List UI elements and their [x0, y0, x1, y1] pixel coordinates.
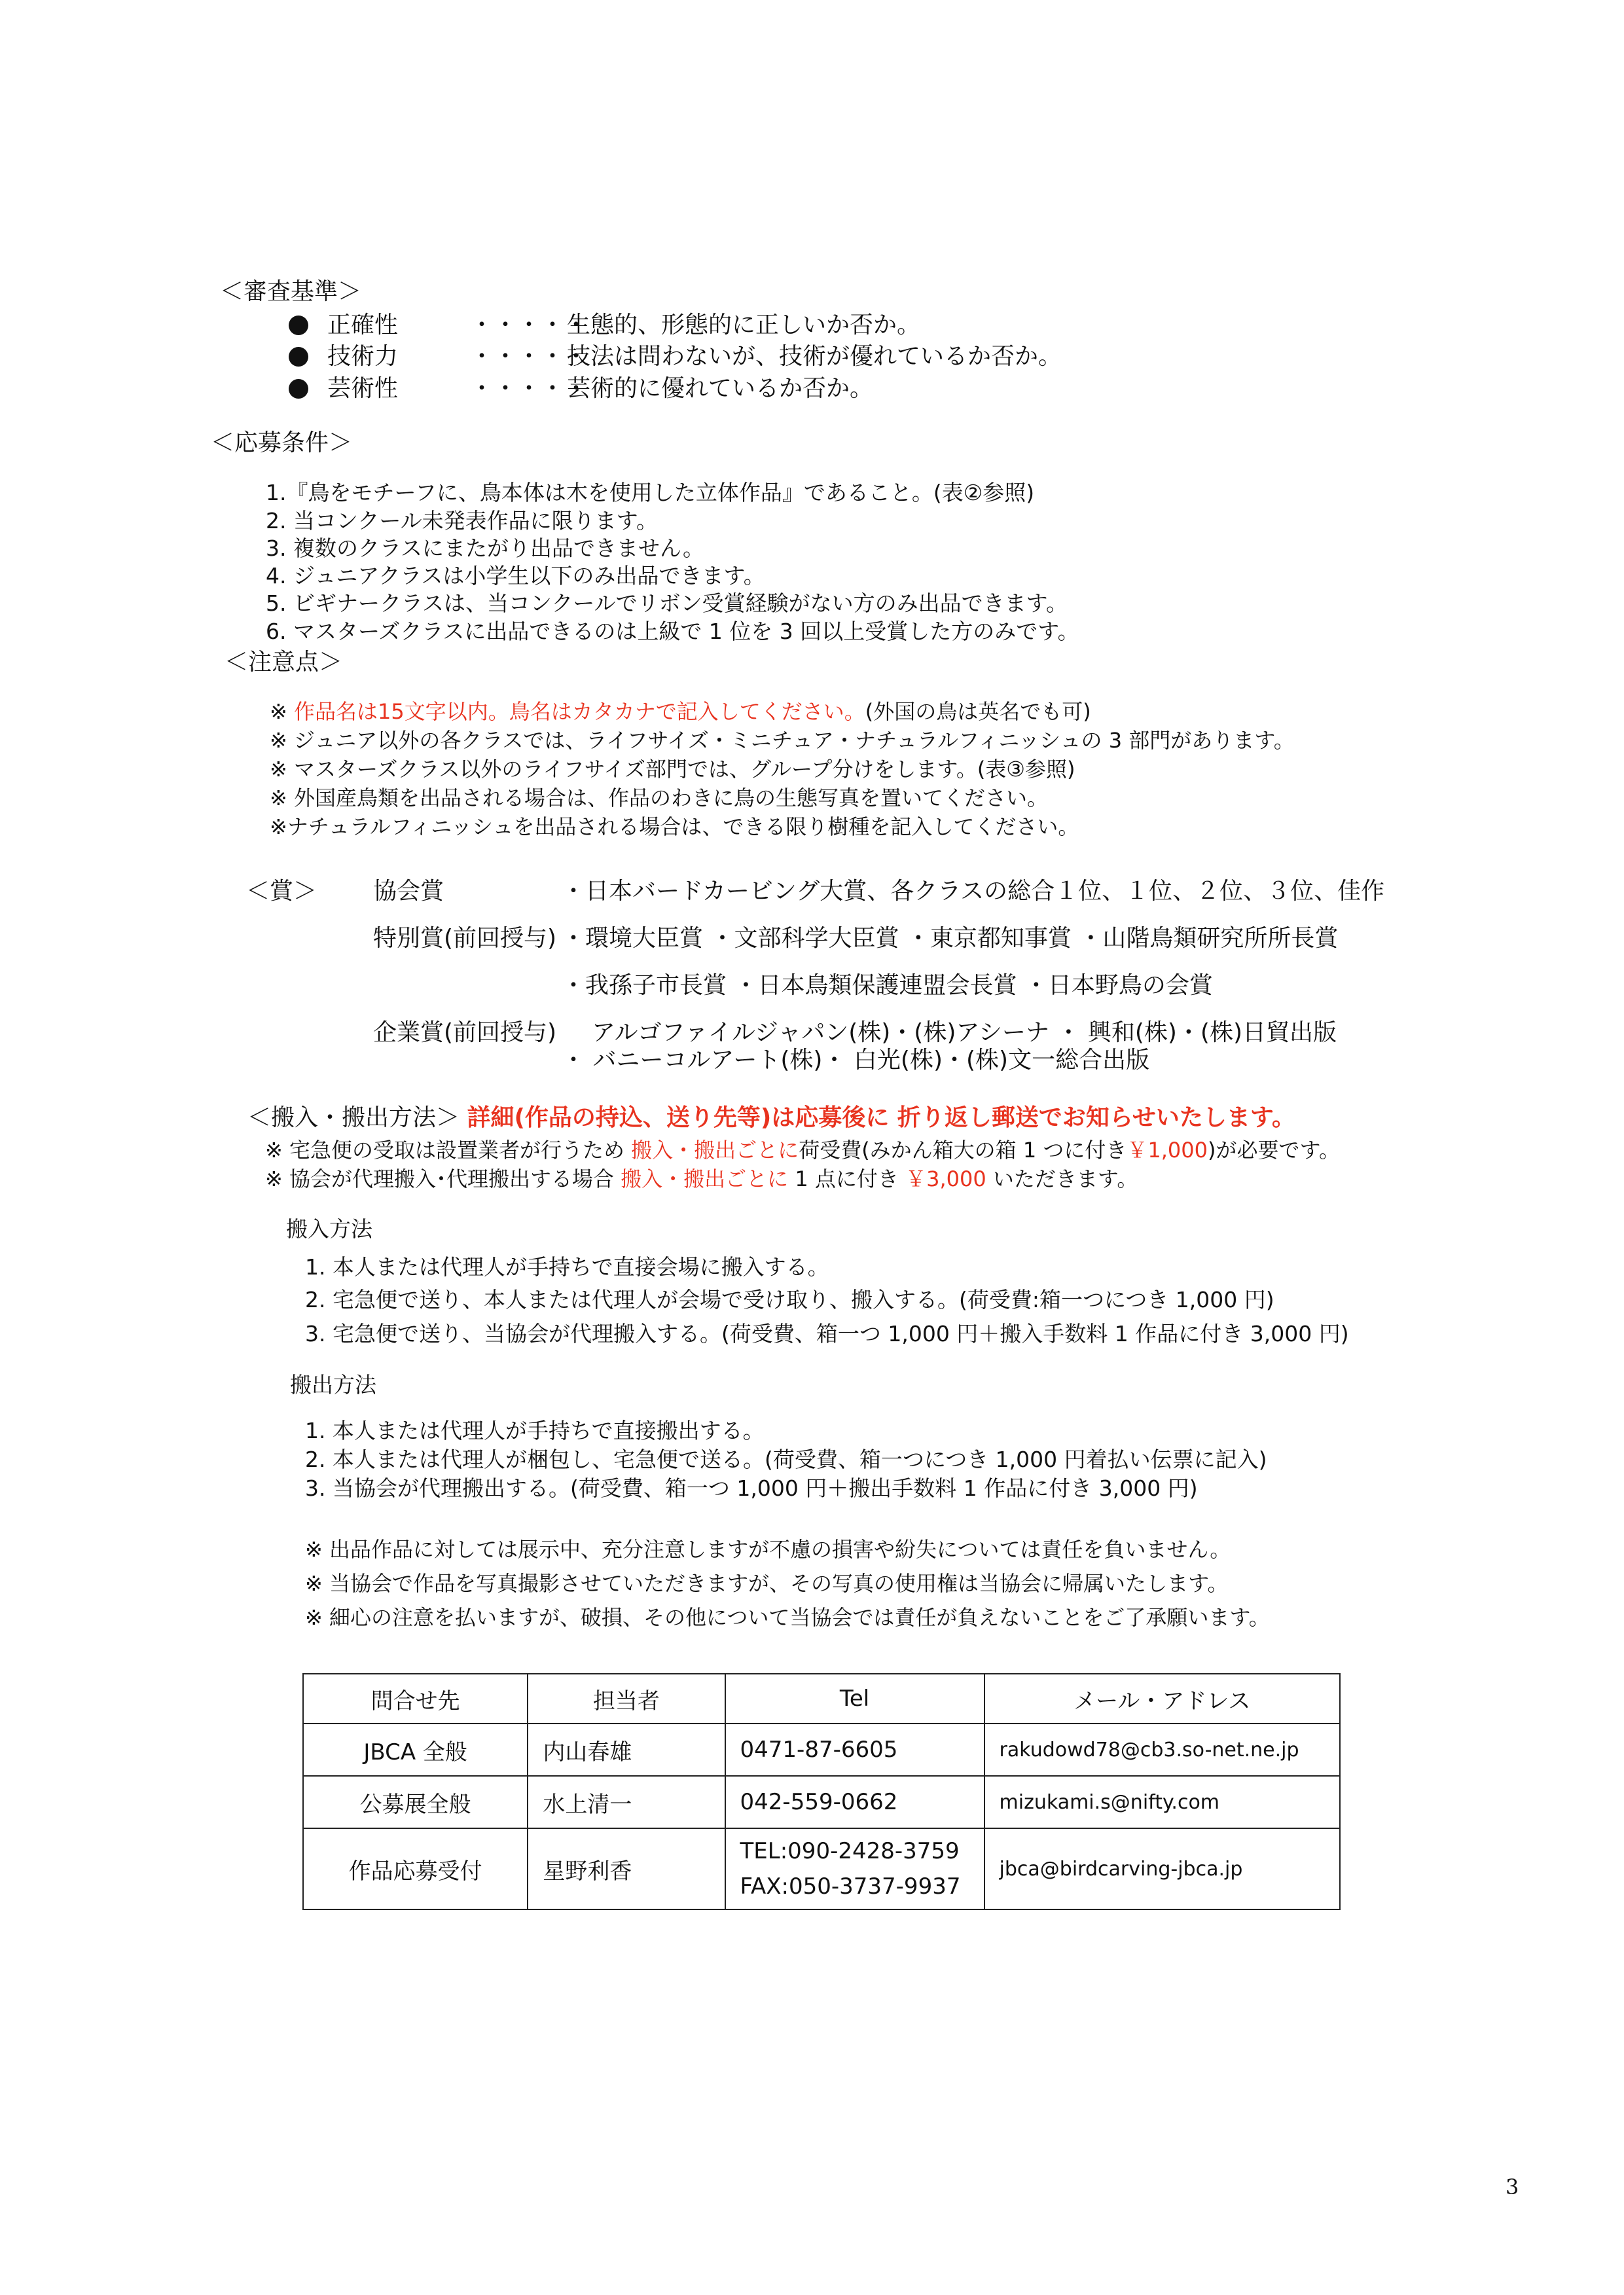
criteria-dots: ・・・・・ — [470, 375, 588, 402]
header-cell: メール・アドレス — [984, 1674, 1340, 1724]
note-red-text: ￥1,000 — [1127, 1138, 1208, 1163]
contact-person: 水上清一 — [528, 1776, 725, 1828]
header-cell: 問合せ先 — [303, 1674, 528, 1724]
criteria-dots: ・・・・・ — [470, 343, 588, 370]
criteria-name: 技術力 — [327, 343, 399, 370]
criteria-desc: 芸術的に優れているか否か。 — [567, 375, 874, 402]
note-text: )が必要です。 — [1208, 1138, 1340, 1163]
transport-note-2 — [265, 1166, 1138, 1191]
condition-item: 4. ジュニアクラスは小学生以下のみ出品できます。 — [266, 563, 765, 588]
contact-fax: FAX:050-3737-9937 — [740, 1873, 961, 1900]
criteria-desc: 生態的、形態的に正しいか否か。 — [567, 312, 921, 338]
contact-email[interactable]: mizukami.s@nifty.com — [984, 1776, 1340, 1828]
contact-person: 星野利香 — [528, 1828, 725, 1909]
note-mark: ※ — [270, 699, 287, 724]
table-row — [303, 1776, 1340, 1828]
corporate-award-text: ・ バニーコルアート(株)・ 白光(株)・(株)文一総合出版 — [562, 1047, 1150, 1074]
bullet-icon — [289, 379, 308, 399]
delivery-out-item: 3. 当協会が代理搬出する。(荷受費、箱一つ 1,000 円＋搬出手数料 1 作品に付き 3,000 円) — [305, 1475, 1198, 1501]
note-item: ※ 外国産鳥類を出品される場合は、作品のわきに鳥の生態写真を置いてください。 — [270, 786, 1048, 810]
note-text: いただきます。 — [992, 1166, 1138, 1191]
contact-person: 内山春雄 — [528, 1724, 725, 1776]
note-text: 荷受費(みかん箱大の箱 1 つに付き — [799, 1138, 1127, 1163]
criteria-name: 正確性 — [327, 312, 399, 338]
contact-tel-fax — [725, 1828, 984, 1909]
contact-email[interactable]: jbca@birdcarving-jbca.jp — [984, 1828, 1340, 1909]
criteria-heading: ＜審査基準＞ — [220, 278, 362, 305]
contact-tel: 0471-87-6605 — [725, 1724, 984, 1776]
delivery-in-item: 1. 本人または代理人が手持ちで直接会場に搬入する。 — [305, 1254, 829, 1280]
criteria-desc: 技法は問わないが、技術が優れているか否か。 — [567, 343, 1062, 370]
note-red-text: ￥3,000 — [905, 1166, 986, 1191]
bullet-icon — [289, 347, 308, 367]
note-item: ※ マスターズクラス以外のライフサイズ部門では、グループ分けをします。(表③参照) — [270, 757, 1075, 782]
page-number: 3 — [1506, 2175, 1519, 2199]
note-red-text: 搬入・搬出ごとに — [621, 1166, 789, 1191]
header-cell: 担当者 — [528, 1674, 725, 1724]
note-red-text: 作品名は15文字以内。鳥名はカタカナで記入してください。 — [293, 699, 865, 724]
delivery-out-item: 1. 本人または代理人が手持ちで直接搬出する。 — [305, 1418, 765, 1443]
corporate-award-label: 企業賞(前回授与) — [373, 1019, 557, 1046]
condition-item: 3. 複数のクラスにまたがり出品できません。 — [266, 535, 704, 561]
note-item: ※ ジュニア以外の各クラスでは、ライフサイズ・ミニチュア・ナチュラルフィニッシュの 3 部門があります。 — [270, 728, 1295, 753]
contact-tel: 042-559-0662 — [725, 1776, 984, 1828]
condition-item: 5. ビギナークラスは、当コンクールでリボン受賞経験がない方のみ出品できます。 — [266, 590, 1068, 616]
note-text: 1 点に付き — [795, 1166, 899, 1191]
table-header-row — [303, 1674, 1340, 1724]
note-text: ※ 協会が代理搬入･代理搬出する場合 — [265, 1166, 614, 1191]
delivery-out-title: 搬出方法 — [290, 1372, 376, 1398]
contact-dept: JBCA 全般 — [303, 1724, 528, 1776]
contact-table — [302, 1673, 1341, 1910]
header-cell: Tel — [725, 1674, 984, 1724]
note-item-1 — [270, 699, 1091, 724]
contact-email[interactable]: rakudowd78@cb3.so-net.ne.jp — [984, 1724, 1340, 1776]
notes-heading: ＜注意点＞ — [225, 649, 343, 676]
criteria-dots: ・・・・・ — [470, 312, 588, 338]
association-award-text: ・日本バードカービング大賞、各クラスの総合１位、１位、２位、３位、佳作 — [562, 878, 1385, 905]
contact-dept: 作品応募受付 — [303, 1828, 528, 1909]
condition-item: 2. 当コンクール未発表作品に限ります。 — [266, 508, 659, 533]
transport-heading: ＜搬入・搬出方法＞ — [247, 1104, 460, 1131]
note-text: ※ 宅急便の受取は設置業者が行うため — [265, 1138, 624, 1163]
delivery-in-item: 3. 宅急便で送り、当協会が代理搬入する。(荷受費、箱一つ 1,000 円＋搬入手数料 1 作品に付き 3,000 円) — [305, 1321, 1349, 1346]
note-item: ※ナチュラルフィニッシュを出品される場合は、できる限り樹種を記入してください。 — [270, 814, 1079, 839]
contact-tel: TEL:090-2428-3759 — [740, 1838, 960, 1864]
condition-item: 6. マスターズクラスに出品できるのは上級で 1 位を 3 回以上受賞した方のみです。 — [266, 619, 1079, 644]
conditions-heading: ＜応募条件＞ — [211, 429, 353, 456]
awards-heading: ＜賞＞ — [246, 878, 317, 905]
contact-dept: 公募展全般 — [303, 1776, 528, 1828]
transport-heading-line — [247, 1104, 1295, 1132]
special-award-text: ・我孫子市長賞 ・日本鳥類保護連盟会長賞 ・日本野鳥の会賞 — [562, 972, 1213, 999]
disclaimer-item: ※ 当協会で作品を写真撮影させていただきますが、その写真の使用権は当協会に帰属いたします。 — [305, 1571, 1229, 1596]
table-row — [303, 1828, 1340, 1909]
note-red-text: 搬入・搬出ごとに — [631, 1138, 799, 1163]
condition-item: 1.『鳥をモチーフに、鳥本体は木を使用した立体作品』であること。(表②参照) — [266, 480, 1035, 505]
bullet-icon — [289, 316, 308, 335]
note-rest-text: (外国の鳥は英名でも可) — [865, 699, 1091, 724]
special-award-text: ・環境大臣賞 ・文部科学大臣賞 ・東京都知事賞 ・山階鳥類研究所所長賞 — [562, 925, 1339, 952]
special-award-label: 特別賞(前回授与) — [373, 925, 557, 952]
disclaimer-item: ※ 細心の注意を払いますが、破損、その他について当協会では責任が負えないことをご了承願います。 — [305, 1605, 1270, 1630]
delivery-in-title: 搬入方法 — [286, 1216, 372, 1242]
transport-heading-red: 詳細(作品の持込、送り先等)は応募後に 折り返し郵送でお知らせいたします。 — [467, 1104, 1295, 1131]
corporate-award-text: アルゴファイルジャパン(株)・(株)アシーナ ・ 興和(株)・(株)日貿出版 — [592, 1019, 1337, 1046]
disclaimer-item: ※ 出品作品に対しては展示中、充分注意しますが不慮の損害や紛失については責任を負いません。 — [305, 1537, 1231, 1562]
table-row — [303, 1724, 1340, 1776]
association-award-label: 協会賞 — [373, 878, 444, 905]
transport-note-1 — [265, 1138, 1340, 1163]
delivery-in-item: 2. 宅急便で送り、本人または代理人が会場で受け取り、搬入する。(荷受費:箱一つにつき 1,000 円) — [305, 1287, 1274, 1312]
criteria-name: 芸術性 — [327, 375, 399, 402]
delivery-out-item: 2. 本人または代理人が梱包し、宅急便で送る。(荷受費、箱一つにつき 1,000 円着払い伝票に記入) — [305, 1447, 1267, 1472]
